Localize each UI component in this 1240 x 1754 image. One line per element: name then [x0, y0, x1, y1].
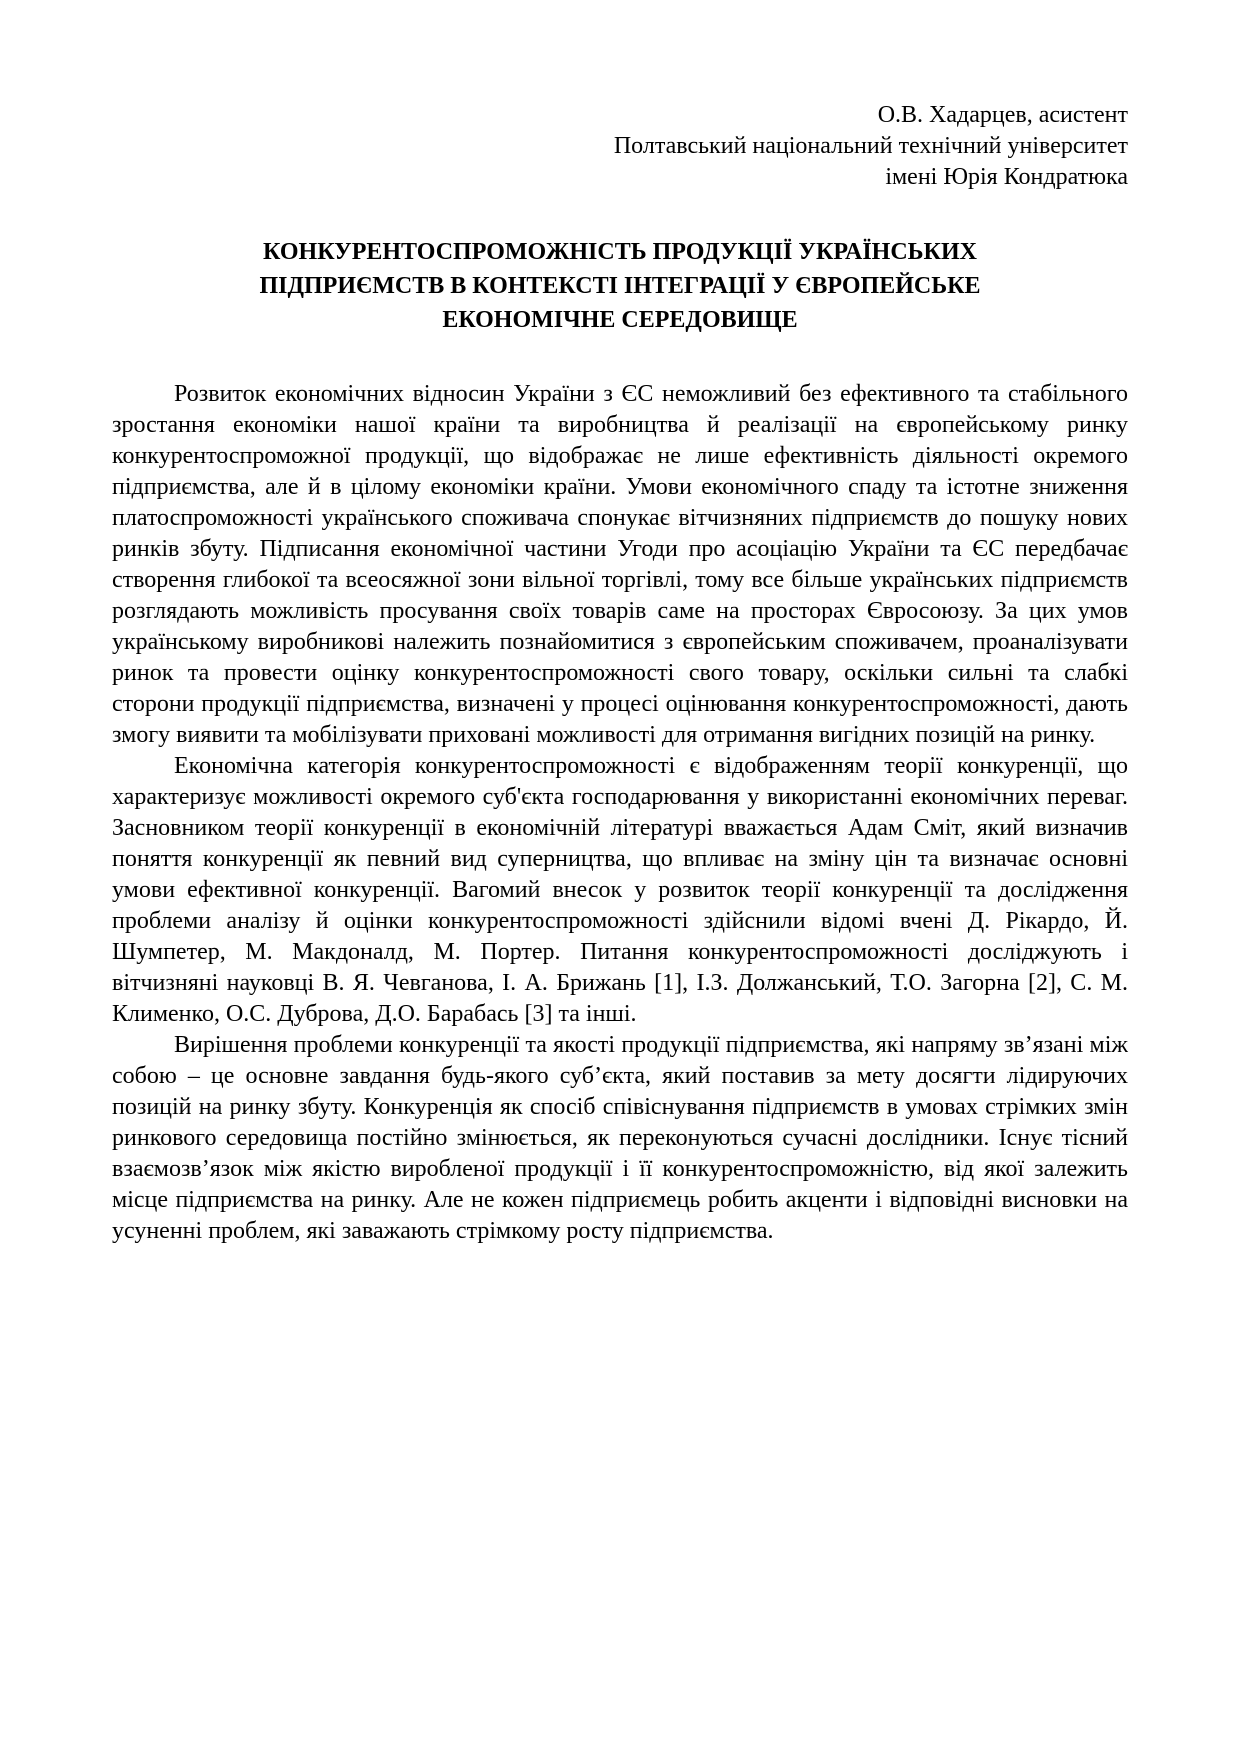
paragraph-problem: Вирішення проблеми конкуренції та якості продукції підприємства, які напряму зв’язані між собою – це основне завдання будь-якого суб’єкта, який поставив за мету досягти лідируючих позицій на ринку збуту. Конкуренція як спосіб співіснування підприємств в умовах стрімких змін ринкового середовища постійно змінюється, як переконуються сучасні дослідники. Існує тісний взаємозв’язок між якістю виробленої продукції і її конкурентоспроможністю, від якої залежить місце підприємства на ринку. Але не кожен підприємець робить акценти і відповідні висновки на усуненні проблем, які заважають стрімкому росту підприємства.: [112, 1032, 1128, 1244]
author-name-line: О.В. Хадарцев, асистент: [877, 102, 1128, 128]
paragraph-introduction: Розвиток економічних відносин України з ЄС неможливий без ефективного та стабільного зростання економіки нашої країни та виробництва й реалізації на європейському ринку конкурентоспроможної продукції, що відображає не лише ефективність діяльності окремого підприємства, але й в цілому економіки країни. Умови економічного спаду та істотне зниження платоспроможності українського споживача спонукає вітчизняних підприємств до пошуку нових ринків збуту. Підписання економічної частини Угоди про асоціацію України та ЄС передбачає створення глибокої та всеосяжної зони вільної торгівлі, тому все більше українських підприємств розглядають можливість просування своїх товарів саме на просторах Євросоюзу. За цих умов українському виробникові належить познайомитися з європейським споживачем, проаналізувати ринок та провести оцінку конкурентоспроможності свого товару, оскільки сильні та слабкі сторони продукції підприємства, визначені у процесі оцінювання конкурентоспроможності, дають змогу виявити та мобілізувати приховані можливості для отримання вигідних позицій на ринку.: [112, 381, 1128, 748]
author-block: [112, 100, 1128, 193]
paper-title: [112, 235, 1128, 337]
title-line-1: КОНКУРЕНТОСПРОМОЖНІСТЬ ПРОДУКЦІЇ УКРАЇНСЬКИХ: [263, 239, 977, 265]
paper-body: [112, 379, 1128, 1247]
affiliation-line: Полтавський національний технічний університет: [613, 133, 1128, 159]
paragraph-theory: Економічна категорія конкурентоспроможності є відображенням теорії конкуренції, що характеризує можливості окремого суб'єкта господарювання у використанні економічних переваг. Засновником теорії конкуренції в економічній літературі вважається Адам Сміт, який визначив поняття конкуренції як певний вид суперництва, що впливає на зміну цін та визначає основні умови ефективної конкуренції. Вагомий внесок у розвиток теорії конкуренції та дослідження проблеми аналізу й оцінки конкурентоспроможності здійснили відомі вчені Д. Рікардо, Й. Шумпетер, М. Макдоналд, М. Портер. Питання конкурентоспроможності досліджують і вітчизняні науковці В. Я. Чевганова, І. А. Брижань [1], І.З. Должанський, Т.О. Загорна [2], С. М. Клименко, О.С. Дуброва, Д.О. Барабась [3] та інші.: [112, 753, 1128, 1027]
affiliation-named-after-line: імені Юрія Кондратюка: [885, 164, 1128, 190]
title-line-3: ЕКОНОМІЧНЕ СЕРЕДОВИЩЕ: [442, 307, 798, 333]
title-line-2: ПІДПРИЄМСТВ В КОНТЕКСТІ ІНТЕГРАЦІЇ У ЄВРОПЕЙСЬКЕ: [259, 273, 981, 299]
